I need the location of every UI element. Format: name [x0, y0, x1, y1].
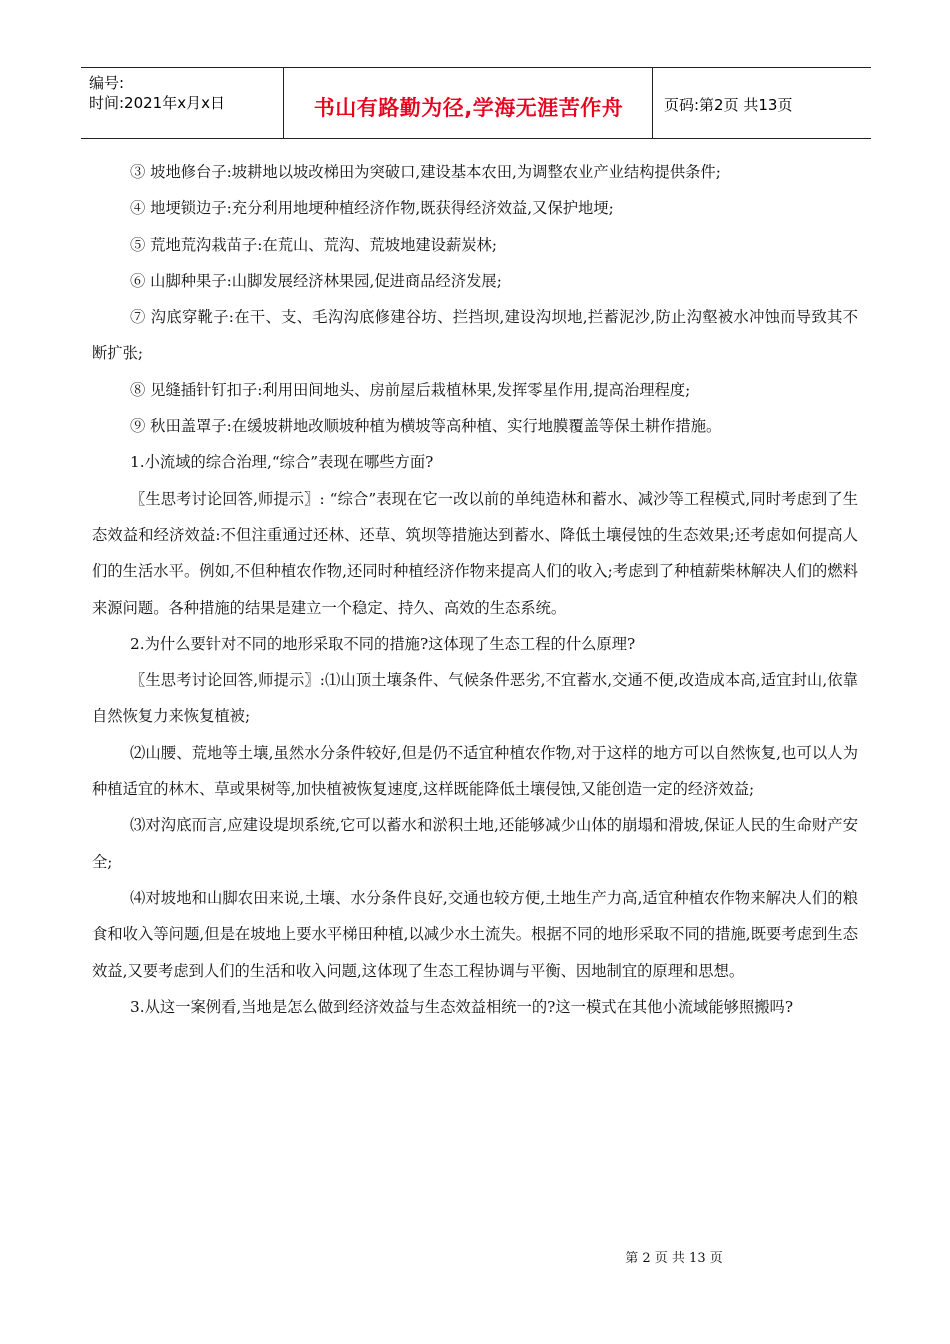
page-footer — [0, 1247, 950, 1266]
header-meta-cell — [81, 68, 284, 138]
header-motto-cell — [285, 68, 653, 138]
header-page-number: 页码:第2页 共13页 — [664, 96, 793, 114]
header-page-cell — [654, 68, 871, 138]
footer-page-number: 第 2 页 共 13 页 — [625, 1251, 723, 1266]
document-number-label: 编号: — [89, 74, 125, 92]
body-paragraph: 〖生思考讨论回答,师提示〗: “综合”表现在它一改以前的单纯造林和蓄水、减沙等工程模式,同时考虑到了生态效益和经济效益:不但注重通过还林、还草、筑坝等措施达到蓄水、降低土壤侵蚀的生态效果;还考虑如何提高人们的生活水平。例如,不但种植农作物,还同时种植经济作物来提高人们的收入;考虑到了种植薪柴林解决人们的燃料来源问题。各种措施的结果是建立一个稳定、持久、高效的生态系统。 — [92, 489, 858, 617]
body-paragraph: ⑦ 沟底穿靴子:在干、支、毛沟沟底修建谷坊、拦挡坝,建设沟坝地,拦蓄泥沙,防止沟壑被水冲蚀而导致其不断扩张; — [92, 308, 858, 363]
document-date-label: 时间:2021年x月x日 — [89, 94, 225, 112]
body-paragraph: 1.小流域的综合治理,“综合”表现在哪些方面? — [130, 453, 434, 472]
body-paragraph: ⑨ 秋田盖罩子:在缓坡耕地改顺坡种植为横坡等高种植、实行地膜覆盖等保土耕作措施。 — [130, 417, 722, 436]
body-paragraph: ③ 坡地修台子:坡耕地以坡改梯田为突破口,建设基本农田,为调整农业产业结构提供条件; — [130, 163, 721, 181]
body-paragraph: ④ 地埂锁边子:充分利用地埂种植经济作物,既获得经济效益,又保护地埂; — [130, 199, 614, 218]
body-paragraph: ⑵山腰、荒地等土壤,虽然水分条件较好,但是仍不适宜种植农作物,对于这样的地方可以自然恢复,也可以人为种植适宜的林木、草或果树等,加快植被恢复速度,这样既能降低土壤侵蚀,又能创造一定的经济效益; — [92, 743, 858, 799]
body-paragraph: ⑧ 见缝插针钉扣子:利用田间地头、房前屋后栽植林果,发挥零星作用,提高治理程度; — [130, 380, 691, 399]
body-paragraph: ⑷对坡地和山脚农田来说,土壤、水分条件良好,交通也较方便,土地生产力高,适宜种植农作物来解决人们的粮食和收入等问题,但是在坡地上要水平梯田种植,以减少水土流失。根据不同的地形采取不同的措施,既要考虑到生态效益,又要考虑到人们的生活和收入问题,这体现了生态工程协调与平衡、因地制宜的原理和思想。 — [92, 888, 858, 980]
body-paragraph: 3.从这一案例看,当地是怎么做到经济效益与生态效益相统一的?这一模式在其他小流域能够照搬吗? — [130, 997, 794, 1016]
body-paragraph: 〖生思考讨论回答,师提示〗:⑴山顶土壤条件、气候条件恶劣,不宜蓄水,交通不便,改造成本高,适宜封山,依靠自然恢复力来恢复植被; — [92, 671, 858, 726]
document-body — [92, 154, 858, 1025]
body-paragraph: ⑤ 荒地荒沟栽苗子:在荒山、荒沟、荒坡地建设薪炭林; — [130, 235, 497, 254]
body-paragraph: 2.为什么要针对不同的地形采取不同的措施?这体现了生态工程的什么原理? — [130, 634, 636, 653]
body-paragraph: ⑶对沟底而言,应建设堤坝系统,它可以蓄水和淤积土地,还能够减少山体的崩塌和滑坡,保证人民的生命财产安全; — [92, 816, 858, 871]
header-motto: 书山有路勤为径,学海无涯苦作舟 — [313, 96, 624, 120]
page-header — [81, 67, 871, 139]
body-paragraph: ⑥ 山脚种果子:山脚发展经济林果园,促进商品经济发展; — [130, 271, 502, 290]
